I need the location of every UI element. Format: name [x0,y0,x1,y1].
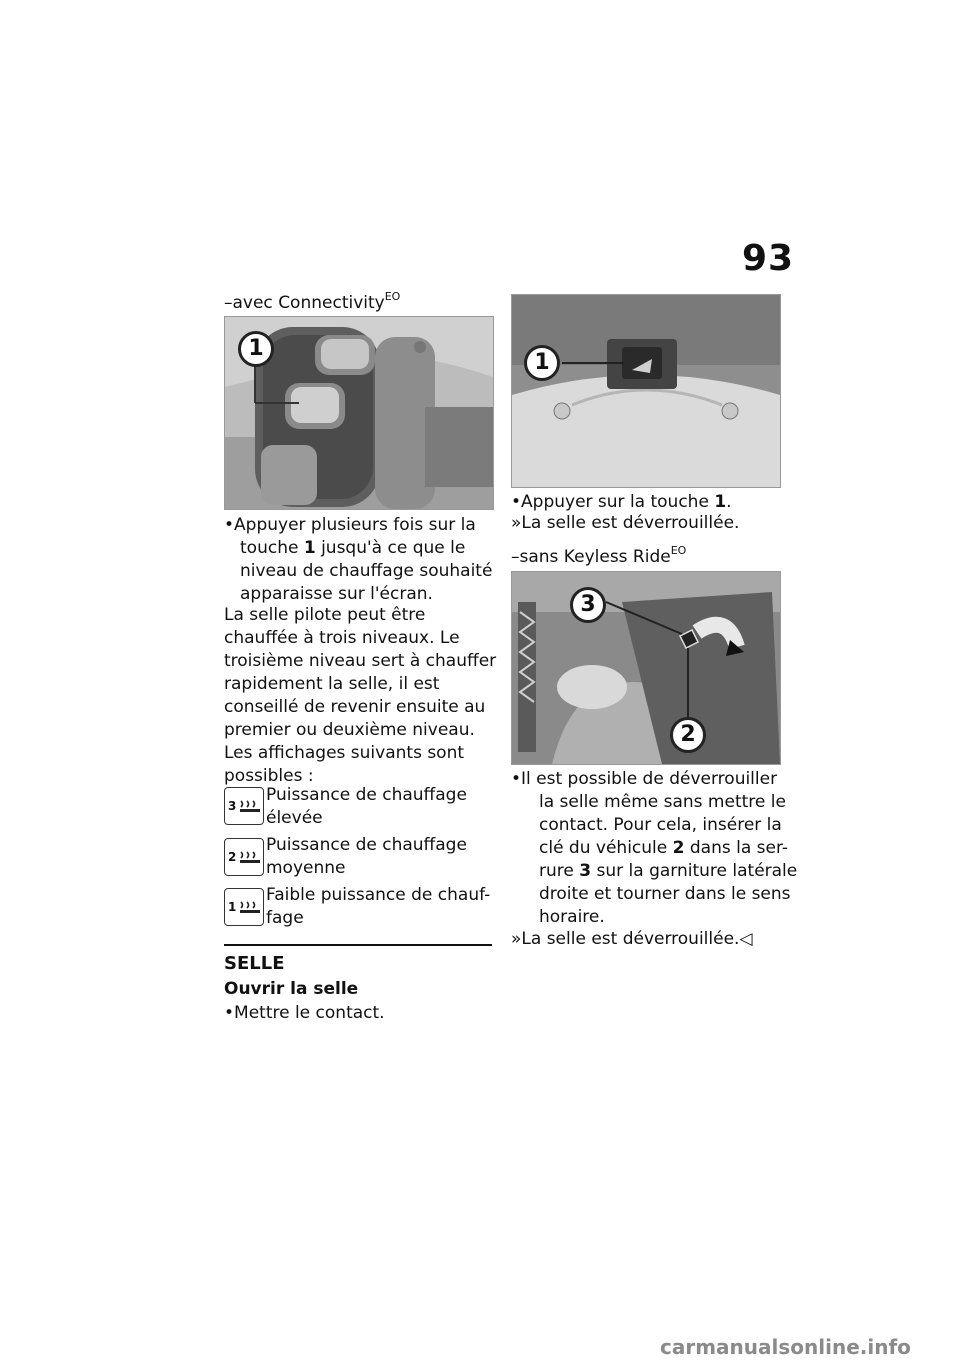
text: •Appuyer sur la touche [511,492,715,512]
para-line: La selle pilote peut être [224,605,426,625]
para-line: possibles : [224,766,314,786]
ref-number: 1 [303,538,316,558]
heading-text: –avec Connectivity [224,293,385,313]
bullet-line [511,491,732,514]
bullet-line: droite et tourner dans le sens [539,884,791,904]
ref-number: 1 [714,492,727,512]
callout-1: 1 [524,345,560,381]
heading-text: –sans Keyless Ride [511,547,671,567]
page-number: 93 [742,238,795,279]
para-line: rapidement la selle, il est [224,674,440,694]
keyless-heading [511,546,686,570]
subsection-title: Ouvrir la selle [224,979,359,999]
text: jusqu'à ce que le [315,538,466,558]
ref-number: 3 [579,861,592,881]
icon-desc: Puissance de chauffage [266,785,467,805]
result-line: »La selle est déverrouillée. [511,513,740,533]
level-digit: 1 [228,900,237,914]
level-digit: 2 [228,850,237,864]
text: touche [240,538,304,558]
icon-desc: moyenne [266,858,346,878]
seat-lock-photo [511,571,781,765]
seat-lock-illustration [512,572,780,764]
callout-2: 2 [670,717,706,753]
bullet-line: •Il est possible de déverrouiller [511,769,778,789]
callout-1: 1 [238,331,274,367]
seat-heat-level-1-icon [224,888,264,926]
callout-3: 3 [570,587,606,623]
heading-sup: EO [384,290,401,303]
seat-heat-level-3-icon [224,787,264,825]
seat-button-illustration [512,295,780,487]
bullet-line: niveau de chauffage souhaité [240,561,493,581]
para-line: troisième niveau sert à chauffer [224,651,497,671]
icon-desc: Faible puissance de chauf- [266,885,491,905]
handlebar-switch-photo [224,316,494,510]
seat-button-photo [511,294,781,488]
icon-desc: fage [266,908,304,928]
ref-number: 2 [672,838,685,858]
icon-desc: Puissance de chauffage [266,835,467,855]
bullet-line: •Appuyer plusieurs fois sur la [224,515,476,535]
bullet-line: la selle même sans mettre le [539,792,786,812]
bullet-line [539,860,797,883]
bullet-line [240,537,465,560]
bullet-line: horaire. [539,907,605,927]
text: dans la ser- [684,838,789,858]
para-line: chauffée à trois niveaux. Le [224,628,460,648]
connectivity-heading [224,292,400,316]
para-line: conseillé de revenir ensuite au [224,697,486,717]
watermark: carmanualsonline.info [660,1335,911,1359]
text: rure [539,861,580,881]
bullet-line: •Mettre le contact. [224,1003,385,1023]
para-line: Les affichages suivants sont [224,743,465,763]
bullet-line: apparaisse sur l'écran. [240,584,433,604]
para-line: premier ou deuxième niveau. [224,720,475,740]
heading-sup: EO [670,544,687,557]
bullet-line [539,837,788,860]
text: clé du véhicule [539,838,673,858]
icon-desc: élevée [266,808,323,828]
text: sur la garniture latérale [591,861,798,881]
text: . [726,492,732,512]
section-divider [224,944,492,946]
bullet-line: contact. Pour cela, insérer la [539,815,782,835]
seat-heat-level-2-icon [224,838,264,876]
section-title: SELLE [224,953,285,974]
result-line: »La selle est déverrouillée.◁ [511,929,753,949]
level-digit: 3 [228,799,237,813]
